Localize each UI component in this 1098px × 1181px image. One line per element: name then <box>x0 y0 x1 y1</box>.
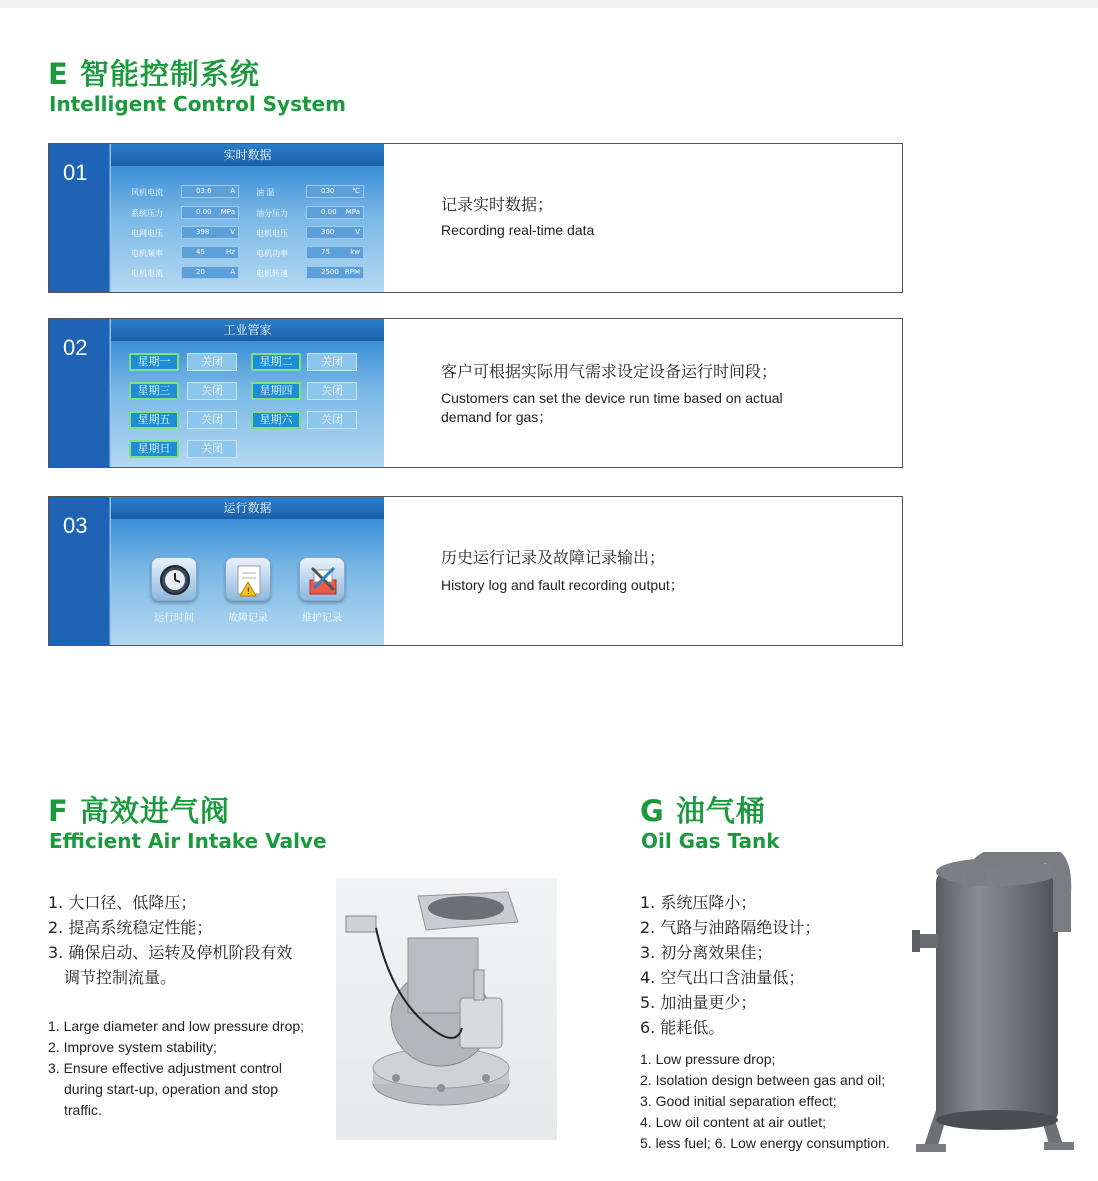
card-description-cn: 历史运行记录及故障记录输出； <box>441 548 666 567</box>
card-number: 02 <box>63 335 88 360</box>
card-number: 03 <box>63 513 88 538</box>
section-f-title-cn: F 高效进气阀 <box>48 794 230 828</box>
readout-label: 电机转速 <box>256 269 288 278</box>
weekday-button[interactable]: 星期二 <box>251 353 301 371</box>
list-item: 2. 气路与油路隔绝设计； <box>640 918 821 937</box>
list-item: 4. 空气出口含油量低； <box>640 968 805 987</box>
readout-label: 电机功率 <box>256 249 288 258</box>
weekday-state[interactable]: 关闭 <box>187 440 237 458</box>
weekday-button[interactable]: 星期日 <box>129 440 179 458</box>
readout-label: 油分压力 <box>256 209 288 218</box>
screen-title: 工业管家 <box>111 319 384 341</box>
card-description-en: Recording real-time data <box>441 222 595 238</box>
weekday-button[interactable]: 星期三 <box>129 382 179 400</box>
readout-value: 0.00 MPa <box>181 206 239 219</box>
feature-card-03 <box>48 496 903 646</box>
list-item: 1. 大口径、低降压； <box>48 893 197 912</box>
readout-label: 电机电流 <box>131 269 163 278</box>
weekday-state[interactable]: 关闭 <box>187 382 237 400</box>
run-time-button[interactable] <box>151 557 197 601</box>
list-item: 3. 确保启动、运转及停机阶段有效 <box>48 943 293 962</box>
maintenance-record-button[interactable] <box>299 557 345 601</box>
card-number: 01 <box>63 160 88 185</box>
tank-features-cn <box>640 890 900 1040</box>
section-f-title-en: Efficient Air Intake Valve <box>49 829 327 853</box>
screen-panel <box>111 166 384 292</box>
list-item: 调节控制流量。 <box>64 968 177 987</box>
card-description-cn: 记录实时数据； <box>441 195 554 214</box>
readout-label: 电机电压 <box>256 229 288 238</box>
screen-title: 实时数据 <box>111 144 384 166</box>
button-label: 维护记录 <box>302 613 342 624</box>
list-item: 3. Good initial separation effect; <box>640 1093 837 1109</box>
readout-value: 03.6 A <box>181 185 239 198</box>
section-e-title-en: Intelligent Control System <box>49 92 346 116</box>
clock-icon <box>152 558 198 602</box>
scheduler-screen <box>49 319 384 467</box>
button-label: 故障记录 <box>228 613 268 624</box>
valve-features-cn <box>48 890 328 990</box>
card-description-en: History log and fault recording output； <box>441 577 684 593</box>
list-item: 6. 能耗低。 <box>640 1018 725 1037</box>
top-band <box>0 0 1098 8</box>
weekday-state[interactable]: 关闭 <box>187 353 237 371</box>
weekday-state[interactable]: 关闭 <box>307 411 357 429</box>
weekday-state[interactable]: 关闭 <box>307 353 357 371</box>
readout-value: 45 Hz <box>181 246 239 259</box>
list-item: 4. Low oil content at air outlet; <box>640 1114 826 1130</box>
tank-features-en <box>640 1049 905 1154</box>
list-item: 1. Large diameter and low pressure drop; <box>48 1018 305 1034</box>
readout-label: 电机频率 <box>131 249 163 258</box>
readout-value: 398 V <box>181 226 239 239</box>
readout-value: 030 ℃ <box>306 185 364 198</box>
warning-document-icon <box>226 558 272 602</box>
list-item: 5. less fuel; 6. Low energy consumption. <box>640 1135 890 1151</box>
readout-label: 油 温 <box>256 188 275 197</box>
readout-label: 电网电压 <box>131 229 163 238</box>
weekday-button[interactable]: 星期一 <box>129 353 179 371</box>
list-item: 2. Isolation design between gas and oil; <box>640 1072 886 1088</box>
weekday-button[interactable]: 星期四 <box>251 382 301 400</box>
oil-gas-tank-photo <box>906 852 1086 1162</box>
button-label: 运行时间 <box>154 613 194 624</box>
readout-label: 系统压力 <box>131 209 163 218</box>
readout-value: 0.00 MPa <box>306 206 364 219</box>
card-description-en: Customers can set the device run time based on actual demand for gas； <box>441 390 783 425</box>
screen-panel <box>111 519 384 645</box>
section-e-title-cn: E 智能控制系统 <box>48 57 260 91</box>
svg-text:!: ! <box>246 587 251 597</box>
section-g-title-cn: G 油气桶 <box>640 794 766 828</box>
weekday-state[interactable]: 关闭 <box>187 411 237 429</box>
list-item: traffic. <box>64 1102 102 1118</box>
readout-value: 20 A <box>181 266 239 279</box>
weekday-button[interactable]: 星期五 <box>129 411 179 429</box>
valve-features-en <box>48 1016 333 1121</box>
screen-panel <box>111 341 384 467</box>
list-item: 1. Low pressure drop; <box>640 1051 776 1067</box>
section-g-title-en: Oil Gas Tank <box>641 829 780 853</box>
weekday-state[interactable]: 关闭 <box>307 382 357 400</box>
air-intake-valve-photo <box>336 878 557 1140</box>
readout-value: 75 kw <box>306 246 364 259</box>
card-description-cn: 客户可根据实际用气需求设定设备运行时间段； <box>441 362 778 381</box>
feature-card-02 <box>48 318 903 468</box>
readout-value: 2500 RPM <box>306 266 364 279</box>
list-item: 3. 初分离效果佳； <box>640 943 773 962</box>
readout-label: 风机电流 <box>131 188 163 197</box>
list-item: during start-up, operation and stop <box>64 1081 279 1097</box>
tools-icon <box>300 558 346 602</box>
run-data-screen <box>49 497 384 645</box>
fault-record-button[interactable] <box>225 557 271 601</box>
weekday-button[interactable]: 星期六 <box>251 411 301 429</box>
list-item: 2. Improve system stability; <box>48 1039 217 1055</box>
realtime-data-screen <box>49 144 384 292</box>
list-item: 1. 系统压降小； <box>640 893 757 912</box>
feature-card-01 <box>48 143 903 293</box>
list-item: 3. Ensure effective adjustment control <box>48 1060 282 1076</box>
list-item: 5. 加油量更少； <box>640 993 757 1012</box>
readout-value: 360 V <box>306 226 364 239</box>
screen-title: 运行数据 <box>111 497 384 519</box>
list-item: 2. 提高系统稳定性能； <box>48 918 213 937</box>
